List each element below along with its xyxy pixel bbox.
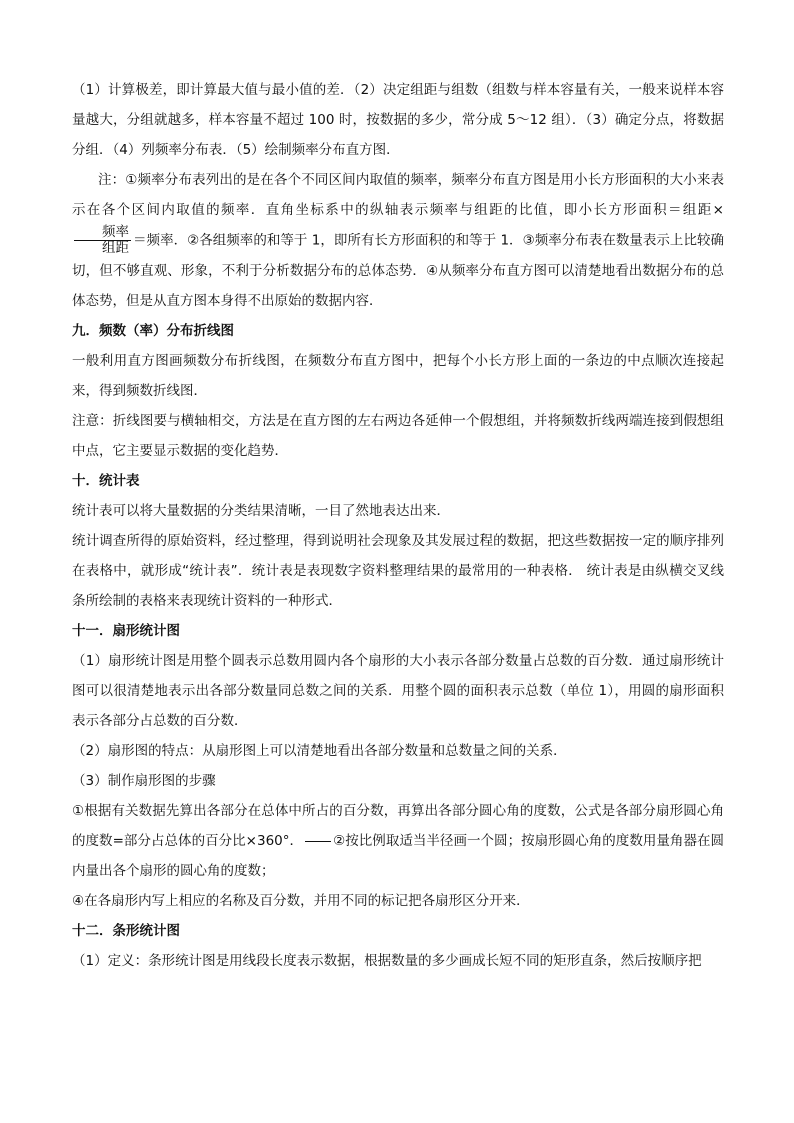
step-1-text: ①根据有关数据先算出各部分在总体中所占的百分数，再算出各部分圆心角的度数，公式是各部分扇形圆心角的度数=部分占总体的百分比×360°． [72, 803, 724, 849]
section-9-paragraph-2: 注意：折线图要与横轴相交，方法是在直方图的左右两边各延伸一个假想组，并将频数折线两端连接到假想组中点，它主要显示数据的变化趋势． [72, 413, 724, 459]
section-11-title: 十一．扇形统计图 [72, 623, 180, 639]
section-10-title: 十．统计表 [72, 473, 140, 489]
section-11-paragraph-5: ④在各扇形内写上相应的名称及百分数，并用不同的标记把各扇形区分开来． [72, 893, 530, 909]
histogram-note-paragraph [72, 165, 724, 316]
note-text-part1: 注：①频率分布表列出的是在各个不同区间内取值的频率，频率分布直方图是用小长方形面积的大小来表示在各个区间内取值的频率．直角坐标系中的纵轴表示频率与组距的比值，即小长方形面积＝组距× [72, 172, 724, 218]
section-10-paragraph-1: 统计表可以将大量数据的分类结果清晰，一目了然地表达出来． [72, 503, 450, 519]
step-3-blank [305, 840, 331, 842]
histogram-steps-paragraph: （1）计算极差，即计算最大值与最小值的差．（2）决定组距与组数（组数与样本容量有关，一般来说样本容量越大，分组就越多，样本容量不超过 100 时，按数据的多少，常分成 5～12 组）．（3）确定分点，将数据分组．（4）列频率分布表．（5）绘制频率分布直方图． [72, 82, 724, 158]
note-text-part2: ＝频率．②各组频率的和等于 1，即所有长方形面积的和等于 1．③频率分布表在数量表示上比较确切，但不够直观、形象，不利于分析数据分布的总体态势．④从频率分布直方图可以清楚地看出数据分布的总体态势，但是从直方图本身得不出原始的数据内容． [72, 232, 724, 309]
section-12-paragraph-1: （1）定义：条形统计图是用线段长度表示数据，根据数量的多少画成长短不同的矩形直条，然后按顺序把 [72, 953, 702, 969]
document-content [72, 75, 724, 976]
frequency-over-interval-fraction [74, 225, 131, 256]
section-12-title: 十二．条形统计图 [72, 923, 180, 939]
step-2-text: ②按比例取适当半径画一个圆；按扇形圆心角的度数用量角器在圆内量出各个扇形的圆心角的度数； [72, 833, 725, 879]
section-9-paragraph-1: 一般利用直方图画频数分布折线图，在频数分布直方图中，把每个小长方形上面的一条边的中点顺次连接起来，得到频数折线图． [72, 353, 724, 399]
section-9-title: 九．频数（率）分布折线图 [72, 323, 234, 339]
section-11-paragraph-3: （3）制作扇形图的步骤 [72, 773, 216, 789]
section-11-paragraph-4 [72, 796, 724, 886]
fraction-denominator: 组距 [102, 240, 129, 256]
fraction-numerator: 频率 [74, 225, 131, 241]
section-11-paragraph-2: （2）扇形图的特点：从扇形图上可以清楚地看出各部分数量和总数量之间的关系． [72, 743, 567, 759]
section-10-paragraph-2: 统计调查所得的原始资料，经过整理，得到说明社会现象及其发展过程的数据，把这些数据按一定的顺序排列在表格中，就形成“统计表”．统计表是表现数字资料整理结果的最常用的一种表格． 统计表是由纵横交叉线条所绘制的表格来表现统计资料的一种形式． [72, 533, 724, 609]
section-11-paragraph-1: （1）扇形统计图是用整个圆表示总数用圆内各个扇形的大小表示各部分数量占总数的百分数．通过扇形统计图可以很清楚地表示出各部分数量同总数之间的关系．用整个圆的面积表示总数（单位 1），用圆的扇形面积表示各部分占总数的百分数． [72, 653, 724, 729]
